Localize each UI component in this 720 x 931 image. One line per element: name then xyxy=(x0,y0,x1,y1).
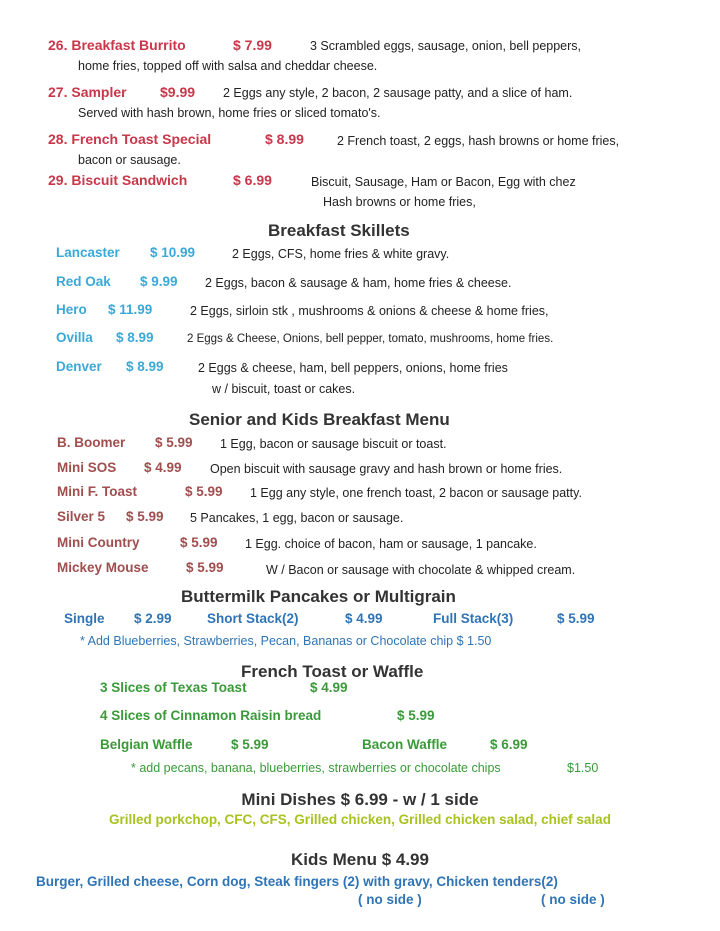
bacon-waffle-price: $ 6.99 xyxy=(490,737,528,752)
senior-desc: 1 Egg, bacon or sausage biscuit or toast. xyxy=(220,437,447,451)
kids-menu-items: Burger, Grilled cheese, Corn dog, Steak fingers (2) with gravy, Chicken tenders(2) xyxy=(36,874,558,889)
senior-desc: W / Bacon or sausage with chocolate & whipped cream. xyxy=(266,563,576,577)
kids-menu-heading: Kids Menu $ 4.99 xyxy=(291,850,429,869)
skillet-desc: 2 Eggs & Cheese, Onions, bell pepper, tomato, mushrooms, home fries. xyxy=(187,333,554,345)
cinnamon-bread-price: $ 5.99 xyxy=(397,708,435,723)
skillet-price: $ 9.99 xyxy=(140,274,178,289)
skillet-name: Lancaster xyxy=(56,245,120,260)
cinnamon-bread: 4 Slices of Cinnamon Raisin bread xyxy=(100,708,322,723)
short-stack-price: $ 4.99 xyxy=(345,611,383,626)
item-28-title: 28. French Toast Special xyxy=(48,131,212,147)
skillet-price: $ 11.99 xyxy=(108,302,153,317)
texas-toast: 3 Slices of Texas Toast xyxy=(100,680,247,695)
skillet-price: $ 8.99 xyxy=(116,330,154,345)
senior-price: $ 5.99 xyxy=(155,435,193,450)
senior-price: $ 5.99 xyxy=(186,560,224,575)
pancake-addon: * Add Blueberries, Strawberries, Pecan, Bananas or Chocolate chip $ 1.50 xyxy=(80,634,492,648)
item-26-price: $ 7.99 xyxy=(233,37,272,53)
no-side-note: ( no side ) xyxy=(358,892,422,907)
item-26-desc: 3 Scrambled eggs, sausage, onion, bell peppers, xyxy=(310,39,582,53)
skillet-desc2: w / biscuit, toast or cakes. xyxy=(212,382,356,396)
senior-heading: Senior and Kids Breakfast Menu xyxy=(189,410,450,429)
skillet-name: Red Oak xyxy=(56,274,111,289)
mini-dishes-items: Grilled porkchop, CFC, CFS, Grilled chicken, Grilled chicken salad, chief salad xyxy=(109,812,611,827)
senior-desc: Open biscuit with sausage gravy and hash brown or home fries. xyxy=(210,462,563,476)
senior-name: Mickey Mouse xyxy=(57,560,149,575)
belgian-waffle: Belgian Waffle xyxy=(100,737,193,752)
skillet-name: Denver xyxy=(56,359,102,374)
item-28-price: $ 8.99 xyxy=(265,131,304,147)
item-27-price: $9.99 xyxy=(160,84,196,100)
skillet-name: Ovilla xyxy=(56,330,93,345)
senior-desc: 1 Egg. choice of bacon, ham or sausage, 1 pancake. xyxy=(245,537,537,551)
waffle-addon: * add pecans, banana, blueberries, strawberries or chocolate chips xyxy=(131,761,501,775)
skillet-price: $ 10.99 xyxy=(150,245,196,260)
senior-desc: 1 Egg any style, one french toast, 2 bacon or sausage patty. xyxy=(250,486,582,500)
senior-name: B. Boomer xyxy=(57,435,126,450)
senior-desc: 5 Pancakes, 1 egg, bacon or sausage. xyxy=(190,511,404,525)
senior-price: $ 4.99 xyxy=(144,460,182,475)
senior-name: Mini Country xyxy=(57,535,140,550)
skillet-name: Hero xyxy=(56,302,87,317)
skillet-desc: 2 Eggs, CFS, home fries & white gravy. xyxy=(232,247,450,261)
full-stack-price: $ 5.99 xyxy=(557,611,595,626)
french-toast-heading: French Toast or Waffle xyxy=(241,662,424,681)
skillets-heading: Breakfast Skillets xyxy=(268,221,410,240)
skillet-desc: 2 Eggs & cheese, ham, bell peppers, onions, home fries xyxy=(198,361,508,375)
item-29-desc: Biscuit, Sausage, Ham or Bacon, Egg with chez xyxy=(311,175,576,189)
item-27-desc: 2 Eggs any style, 2 bacon, 2 sausage patty, and a slice of ham. xyxy=(223,86,573,100)
senior-price: $ 5.99 xyxy=(185,484,223,499)
pancakes-heading: Buttermilk Pancakes or Multigrain xyxy=(181,587,456,606)
senior-price: $ 5.99 xyxy=(180,535,218,550)
senior-price: $ 5.99 xyxy=(126,509,164,524)
single-label: Single xyxy=(64,611,105,626)
item-28-desc2: bacon or sausage. xyxy=(78,153,181,167)
single-price: $ 2.99 xyxy=(134,611,172,626)
item-29-price: $ 6.99 xyxy=(233,172,272,188)
belgian-waffle-price: $ 5.99 xyxy=(231,737,269,752)
no-side-note: ( no side ) xyxy=(541,892,605,907)
item-28-desc: 2 French toast, 2 eggs, hash browns or home fries, xyxy=(337,134,620,148)
full-stack-label: Full Stack(3) xyxy=(433,611,514,626)
bacon-waffle: Bacon Waffle xyxy=(362,737,448,752)
short-stack-label: Short Stack(2) xyxy=(207,611,299,626)
item-29-title: 29. Biscuit Sandwich xyxy=(48,172,188,188)
senior-name: Silver 5 xyxy=(57,509,106,524)
item-27-title: 27. Sampler xyxy=(48,84,127,100)
skillet-price: $ 8.99 xyxy=(126,359,164,374)
mini-dishes-heading: Mini Dishes $ 6.99 - w / 1 side xyxy=(241,790,479,809)
waffle-addon-price: $1.50 xyxy=(567,761,599,775)
skillet-desc: 2 Eggs, sirloin stk , mushrooms & onions & cheese & home fries, xyxy=(190,304,549,318)
senior-name: Mini F. Toast xyxy=(57,484,137,499)
texas-toast-price: $ 4.99 xyxy=(310,680,348,695)
item-26-desc2: home fries, topped off with salsa and cheddar cheese. xyxy=(78,59,378,73)
senior-name: Mini SOS xyxy=(57,460,117,475)
item-27-desc2: Served with hash brown, home fries or sliced tomato's. xyxy=(78,106,381,120)
item-26-title: 26. Breakfast Burrito xyxy=(48,37,186,53)
skillet-desc: 2 Eggs, bacon & sausage & ham, home fries & cheese. xyxy=(205,276,512,290)
item-29-desc2: Hash browns or home fries, xyxy=(323,195,476,209)
